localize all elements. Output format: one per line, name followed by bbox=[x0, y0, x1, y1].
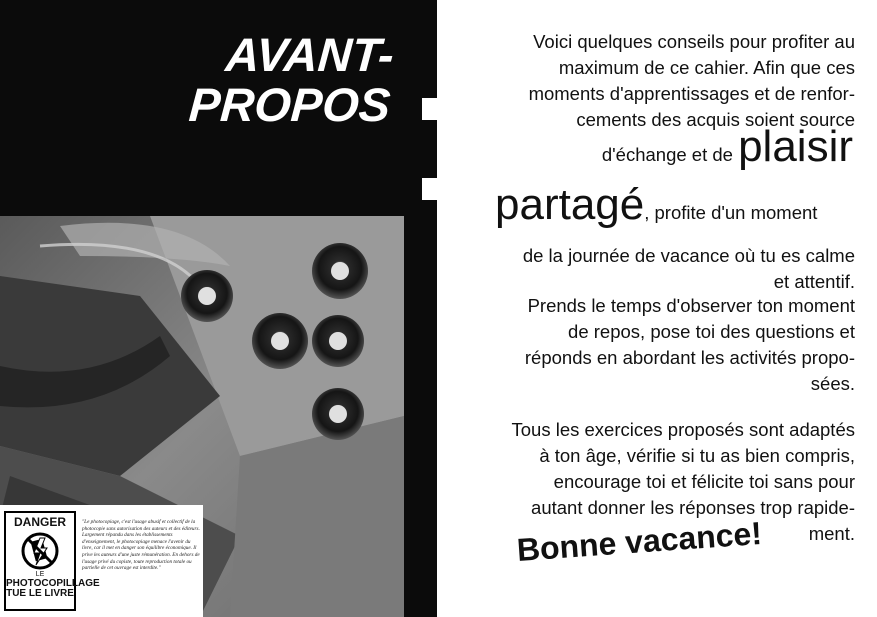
text-line: autant donner les réponses trop rapide- bbox=[531, 497, 855, 518]
text-line: réponds en abordant les activités propo- bbox=[524, 347, 855, 368]
text-line: Voici quelques conseils pour profiter au bbox=[533, 31, 855, 52]
danger-sub-tue-le-livre: TUE LE LIVRE bbox=[6, 588, 74, 599]
text-line: cements des acquis soient source bbox=[576, 109, 855, 130]
word-partage: partagé bbox=[495, 180, 645, 229]
copyright-notice-box bbox=[0, 505, 203, 617]
text-line: Prends le temps d'observer ton moment bbox=[527, 295, 855, 316]
text-line: de repos, pose toi des questions et bbox=[568, 321, 855, 342]
line-partage bbox=[495, 180, 817, 230]
left-panel bbox=[0, 0, 437, 617]
edge-notch bbox=[422, 98, 437, 120]
danger-badge bbox=[4, 511, 100, 611]
text-line: encourage toi et félicite toi sans pour bbox=[553, 471, 855, 492]
title-line-1: AVANT- bbox=[223, 28, 396, 81]
paragraph-intro bbox=[529, 29, 855, 133]
text-fragment: d'échange et de bbox=[601, 144, 739, 165]
edge-notch bbox=[422, 178, 437, 200]
copyright-notice-text: "Le photocopiage, c'est l'usage abusif et collectif de la photocopie sans autorisation des auteurs et des éditeurs. Largement répandu dans les établissements d'enseignement, le photocopiage menace l'avenir du livre, car il met en danger son équilibre économique. Il prive les auteurs d'une juste rémunération. En dehors de l'usage privé du copiste, toute reproduction totale ou partielle de cet ouvrage est interdite." bbox=[82, 519, 200, 572]
text-line: à ton âge, vérifie si tu as bien compris, bbox=[539, 445, 855, 466]
title-line-2: PROPOS bbox=[187, 78, 393, 131]
no-photocopy-icon bbox=[20, 531, 60, 571]
danger-sub-photocopillage: PHOTOCOPILLAGE bbox=[6, 578, 100, 589]
text-line: moments d'apprentissages et de renfor- bbox=[528, 83, 855, 104]
text-line: ment. bbox=[808, 523, 855, 544]
danger-label: DANGER bbox=[13, 515, 66, 529]
danger-sub-le: LE bbox=[35, 571, 45, 578]
text-line: Tous les exercices proposés sont adaptés bbox=[511, 419, 855, 440]
word-plaisir: plaisir bbox=[738, 122, 853, 171]
closing-wish: Bonne vacance! bbox=[515, 514, 764, 568]
text-fragment: , profite d'un moment bbox=[644, 202, 818, 223]
text-line: maximum de ce cahier. Afin que ces bbox=[558, 57, 855, 78]
line-plaisir bbox=[602, 122, 853, 172]
paragraph-journee bbox=[523, 243, 855, 295]
text-line: et attentif. bbox=[773, 271, 855, 292]
foreword-text bbox=[455, 0, 855, 617]
page-title bbox=[149, 30, 396, 130]
paragraph-prends bbox=[525, 293, 855, 397]
text-line: sées. bbox=[810, 373, 855, 394]
text-line: de la journée de vacance où tu es calme bbox=[522, 245, 855, 266]
